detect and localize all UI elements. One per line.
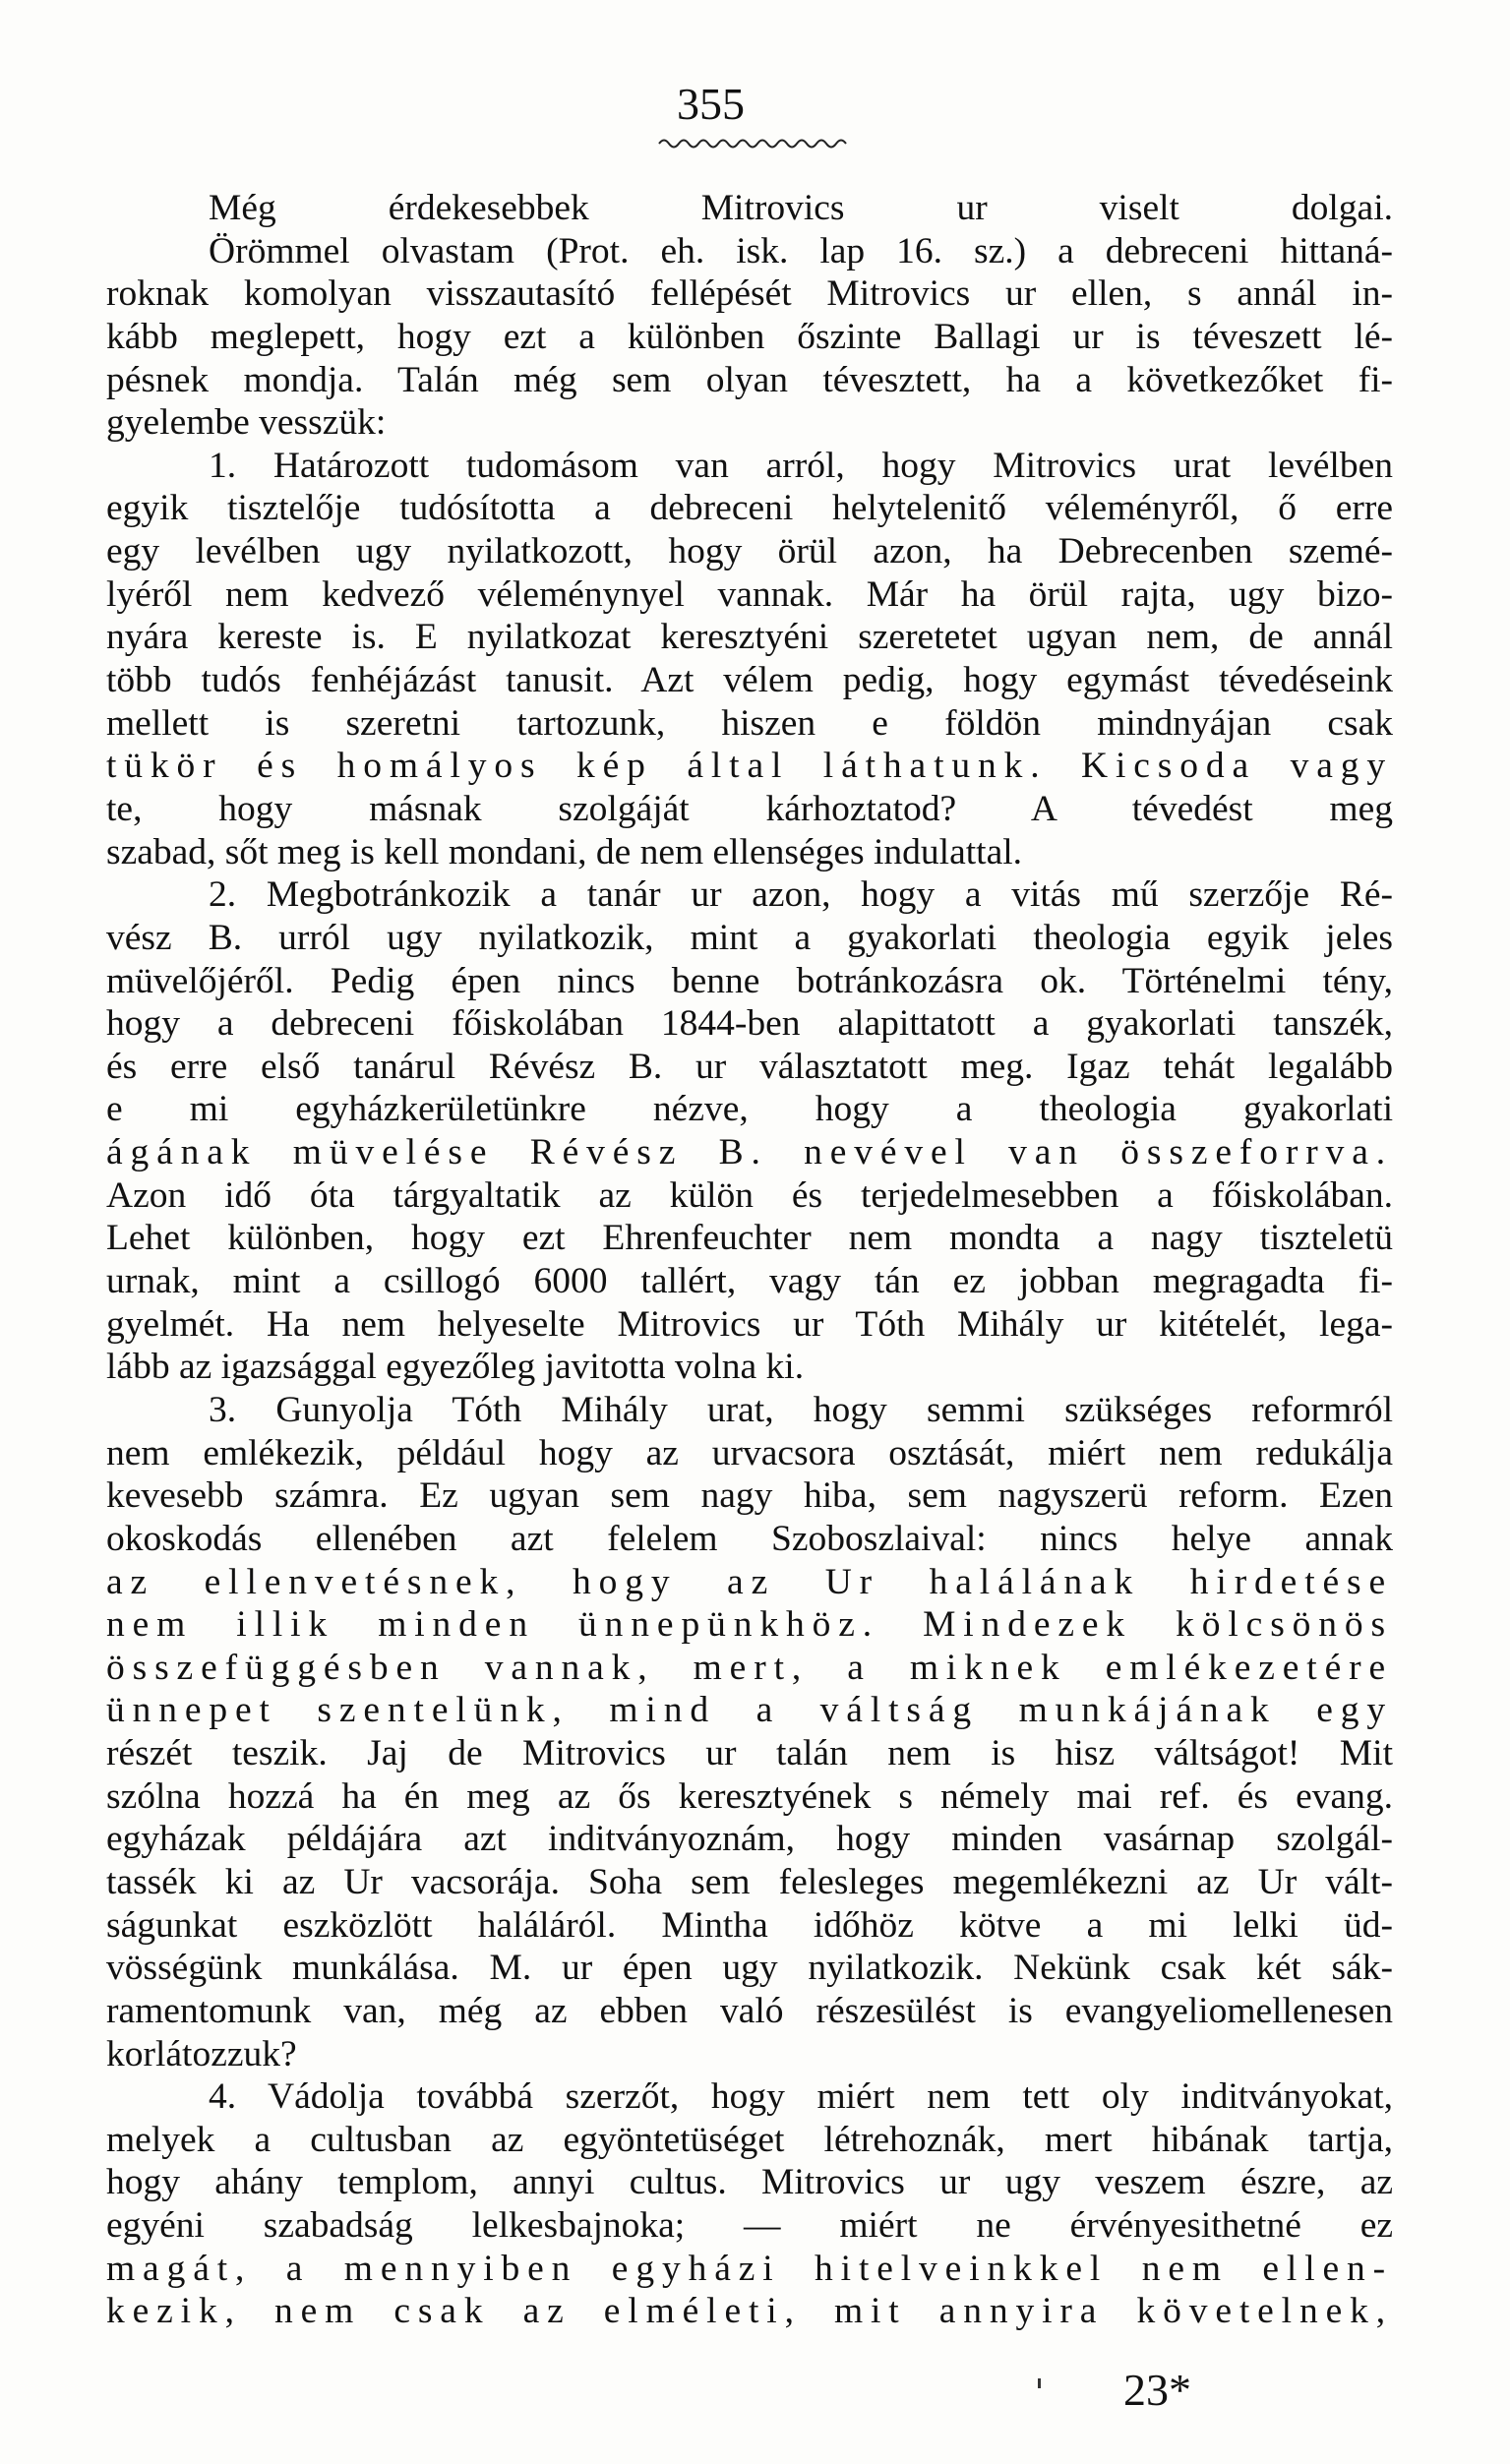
text-line: müvelőjéről. Pedig épen nincs benne botránkozásra ok. Történelmi tény, [106, 960, 1393, 1001]
text-line: Még érdekesebbek Mitrovics ur viselt dolgai. [209, 188, 1393, 228]
text-line: gyelembe vesszük: [106, 402, 387, 444]
text-line: összefüggésben vannak, mert, a miknek emlékezetére [106, 1647, 1393, 1688]
text-line: 3. Gunyolja Tóth Mihály urat, hogy semmi szükséges reformról [209, 1389, 1393, 1430]
text-line: szabad, sőt meg is kell mondani, de nem ellenséges indulattal. [106, 831, 1023, 872]
text-line: vösségünk munkálása. M. ur épen ugy nyilatkozik. Nekünk csak két sák- [106, 1948, 1393, 1989]
text-line: egy levélben ugy nyilatkozott, hogy örül azon, ha Debrecenben szemé- [106, 531, 1393, 572]
text-line: 1. Határozott tudomásom van arról, hogy Mitrovics urat levélben [209, 445, 1393, 486]
text-line: melyek a cultusban az egyöntetüséget létrehoznák, mert hibának tartja, [106, 2119, 1393, 2160]
text-line: roknak komolyan visszautasító fellépését Mitrovics ur ellen, s annál in- [106, 273, 1393, 315]
body-text [106, 187, 1393, 2333]
page-number: 355 [677, 79, 745, 129]
text-line: nyára kereste is. E nyilatkozat keresztyéni szeretetet ugyan nem, de annál [106, 617, 1393, 658]
text-line: ságunkat eszközlött haláláról. Mintha időhöz kötve a mi lelki üd- [106, 1904, 1393, 1946]
text-line: Örömmel olvastam (Prot. eh. isk. lap 16. sz.) a debreceni hittaná- [209, 230, 1393, 271]
text-line: az ellenvetésnek, hogy az Ur halálának hirdetése [106, 1561, 1393, 1602]
text-line: Azon idő óta tárgyaltatik az külön és terjedelmesebben a főiskolában. [106, 1174, 1393, 1216]
printer-mark [1038, 2378, 1041, 2388]
text-line: ágának müvelése Révész B. nevével van összeforrva. [106, 1132, 1393, 1173]
text-line: magát, a mennyiben egyházi hitelveinkkel nem ellen- [106, 2248, 1393, 2289]
text-line: hogy ahány templom, annyi cultus. Mitrovics ur ugy veszem észre, az [106, 2162, 1393, 2203]
text-line: ünnepet szentelünk, mind a váltság munkájának egy [106, 1690, 1393, 1731]
text-line: részét teszik. Jaj de Mitrovics ur talán nem is hisz váltságot! Mit [106, 1733, 1393, 1774]
text-line: nem illik minden ünnepünkhöz. Mindezek kölcsönös [106, 1604, 1393, 1646]
text-line: szólna hozzá ha én meg az ős keresztyének s némely mai ref. és evang. [106, 1775, 1393, 1817]
text-line: gyelmét. Ha nem helyeselte Mitrovics ur Tóth Mihály ur kitételét, lega- [106, 1303, 1393, 1345]
text-line: urnak, mint a csillogó 6000 tallért, vagy tán ez jobban megragadta fi- [106, 1261, 1393, 1302]
text-line: tassék ki az Ur vacsorája. Soha sem felesleges megemlékezni az Ur vált- [106, 1861, 1393, 1902]
text-line: több tudós fenhéjázást tanusit. Azt vélem pedig, hogy egymást tévedéseink [106, 660, 1393, 701]
signature-mark: 23* [1123, 2365, 1191, 2415]
text-line: te, hogy másnak szolgáját kárhoztatod? A tévedést meg [106, 788, 1393, 829]
text-line: Lehet különben, hogy ezt Ehrenfeuchter nem mondta a nagy tiszteletü [106, 1218, 1393, 1259]
text-line: és erre első tanárul Révész B. ur választatott meg. Igaz tehát legalább [106, 1046, 1393, 1087]
text-line: okoskodás ellenében azt felelem Szoboszlaival: nincs helye annak [106, 1518, 1393, 1559]
text-line: e mi egyházkerületünkre nézve, hogy a theologia gyakorlati [106, 1089, 1393, 1130]
wavy-rule-ornament [657, 136, 854, 151]
text-line: ramentomunk van, még az ebben való részesülést is evangyeliomellenesen [106, 1990, 1393, 2031]
text-line: lyéről nem kedvező véleménynyel vannak. Már ha örül rajta, ugy bizo- [106, 573, 1393, 615]
text-line: tükör és homályos kép által láthatunk. Kicsoda vagy [106, 746, 1393, 787]
text-line: lább az igazsággal egyezőleg javitotta volna ki. [106, 1347, 805, 1388]
text-line: egyházak példájára azt inditványoznám, hogy minden vasárnap szolgál- [106, 1819, 1393, 1860]
text-line: 4. Vádolja továbbá szerzőt, hogy miért nem tett oly inditványokat, [209, 2076, 1393, 2118]
text-line: pésnek mondja. Talán még sem olyan tévesztett, ha a következőket fi- [106, 359, 1393, 400]
text-line: korlátozzuk? [106, 2033, 297, 2074]
text-line: nem emlékezik, például hogy az urvacsora osztását, miért nem redukálja [106, 1432, 1393, 1473]
text-line: egyik tisztelője tudósította a debreceni helytelenitő véleményről, ő erre [106, 488, 1393, 529]
text-line: kevesebb számra. Ez ugyan sem nagy hiba, sem nagyszerü reform. Ezen [106, 1475, 1393, 1517]
text-line: egyéni szabadság lelkesbajnoka; — miért ne érvényesithetné ez [106, 2205, 1393, 2247]
text-line: kább meglepett, hogy ezt a különben őszinte Ballagi ur is téveszett lé- [106, 316, 1393, 357]
text-line: mellett is szeretni tartozunk, hiszen e földön mindnyájan csak [106, 702, 1393, 744]
text-line: vész B. urról ugy nyilatkozik, mint a gyakorlati theologia egyik jeles [106, 917, 1393, 958]
text-line: hogy a debreceni főiskolában 1844-ben alapittatott a gyakorlati tanszék, [106, 1003, 1393, 1045]
text-line: kezik, nem csak az elméleti, mit annyira követelnek, [106, 2291, 1393, 2332]
text-line: 2. Megbotránkozik a tanár ur azon, hogy a vitás mű szerzője Ré- [209, 874, 1393, 916]
